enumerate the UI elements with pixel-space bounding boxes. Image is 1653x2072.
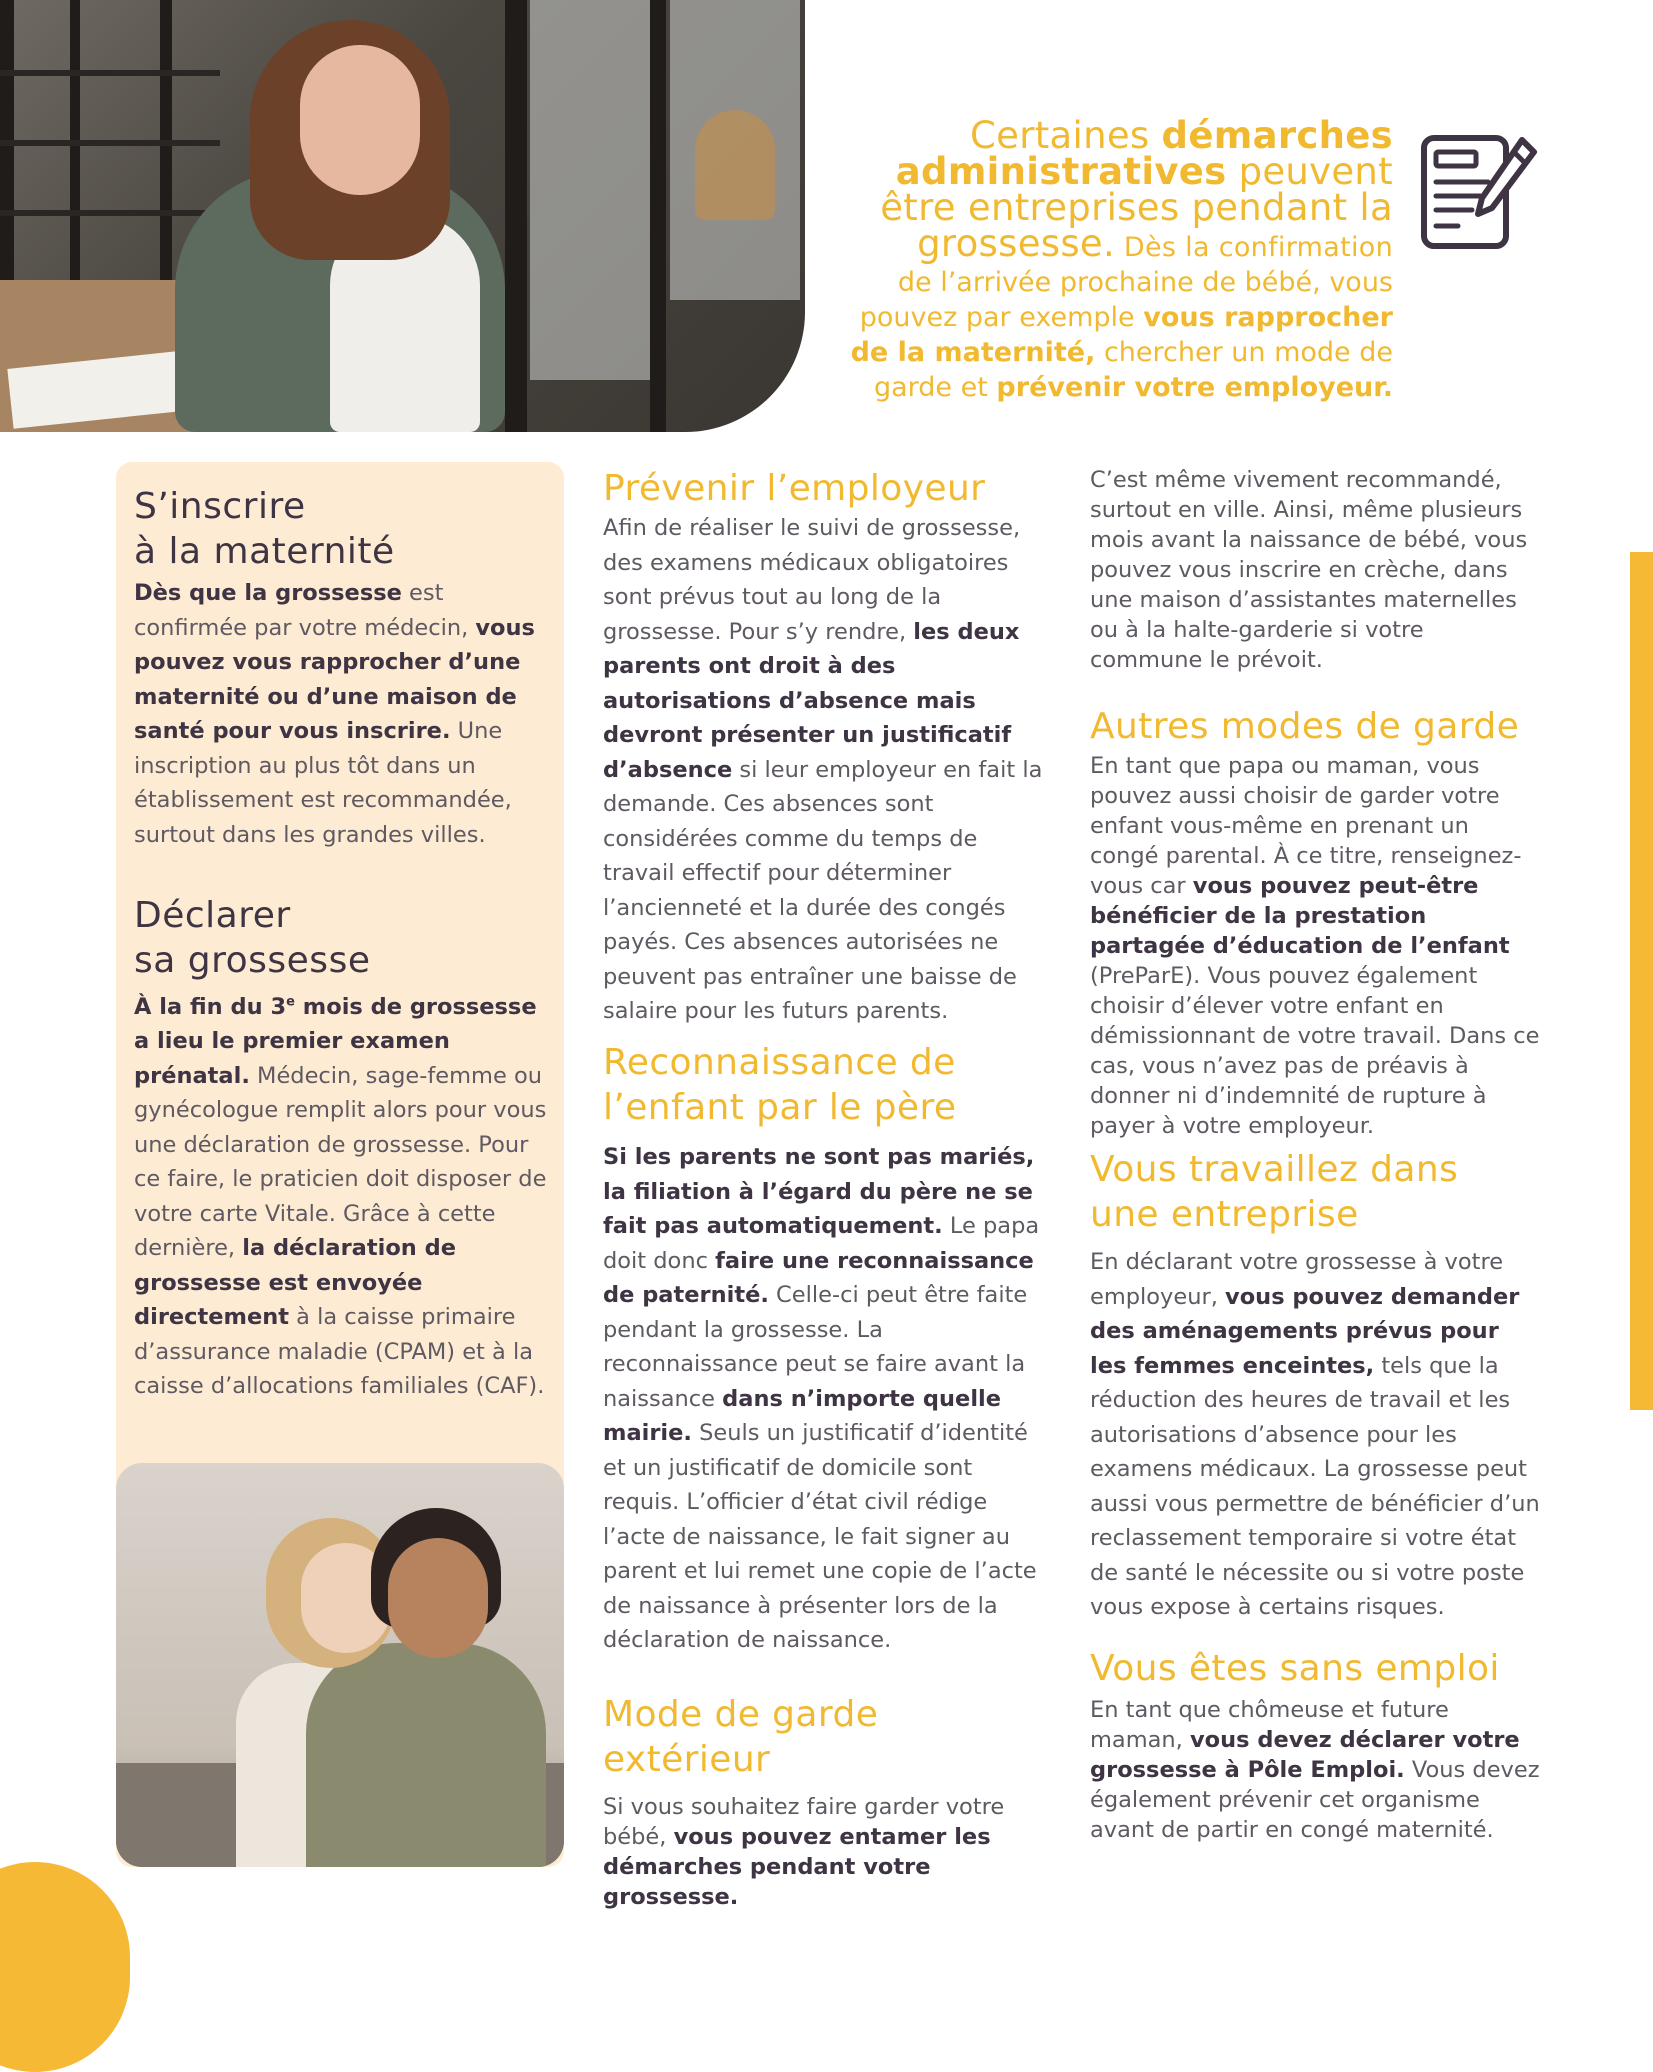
section-body-entreprise: En déclarant votre grossesse à votre employeur, vous pouvez demander des aménagements prévus pour les femmes enceintes, tels que la réduction des heures de travail et les autorisations d’absence pour les examens médicaux. La grossesse peut aussi vous permettre de bénéficier d’un reclassement temporaire si votre état de santé le nécessite ou si votre poste vous expose à certains risques.: [1090, 1249, 1540, 1620]
couple-photo: [116, 1463, 564, 1867]
section-title-entreprise: Vous travaillez dans une entreprise: [1090, 1149, 1459, 1235]
section-autres-modes-garde: [1090, 704, 1540, 1141]
section-title-sans-emploi: Vous êtes sans emploi: [1090, 1648, 1500, 1689]
section-title-prevenir: Prévenir l’employeur: [603, 468, 986, 509]
section-travaillez-entreprise: [1090, 1147, 1540, 1625]
section-body-autres-modes: En tant que papa ou maman, vous pouvez aussi choisir de garder votre enfant vous-même en prenant un congé parental. À ce titre, renseignez-vous car vous pouvez peut-être bénéficier de la prestation partagée d’éducation de l’enfant (PreParE). Vous pouvez également choisir d’élever votre enfant en démissionnant de votre travail. Dans ce cas, vous n’avez pas de préavis à donner ni d’indemnité de rupture à payer à votre employeur.: [1090, 753, 1540, 1139]
yellow-side-bar: [1630, 552, 1653, 1410]
section-title-mode-garde: Mode de garde extérieur: [603, 1694, 879, 1780]
section-title-inscrire: S’inscrire à la maternité: [134, 486, 395, 572]
section-body-prevenir: Afin de réaliser le suivi de grossesse, des examens médicaux obligatoires sont prévus tout au long de la grossesse. Pour s’y rendre, les deux parents ont droit à des autorisations d’absence mais devront présenter un justificatif d’absence si leur employeur en fait la demande. Ces absences sont considérées comme du temps de travail effectif pour déterminer l’ancienneté et la durée des congés payés. Ces absences autorisées ne peuvent pas entraîner une baisse de salaire pour les futurs parents.: [603, 515, 1043, 1024]
section-declarer-grossesse: [134, 893, 554, 1404]
section-body-inscrire: Dès que la grossesse est confirmée par votre médecin, vous pouvez vous rapprocher d’une maternité ou d’une maison de santé pour vous inscrire. Une inscription au plus tôt dans un établissement est recommandée, surtout dans les grandes villes.: [134, 580, 535, 848]
section-title-reconnaissance: Reconnaissance de l’enfant par le père: [603, 1042, 957, 1128]
section-prevenir-employeur: [603, 466, 1043, 1029]
right-intro-paragraph: [1090, 465, 1540, 675]
section-inscrire-maternite: [134, 484, 554, 852]
section-body-mode-garde: Si vous souhaitez faire garder votre bébé, vous pouvez entamer les démarches pendant votre grossesse.: [603, 1794, 1005, 1910]
hero-photo-pregnant-woman-on-phone: [0, 0, 805, 432]
yellow-corner-shape: [0, 1862, 130, 2072]
right-paragraph-creche: C’est même vivement recommandé, surtout en ville. Ainsi, même plusieurs mois avant la naissance de bébé, vous pouvez vous inscrire en crèche, dans une maison d’assistantes maternelles ou à la halte-garderie si votre commune le prévoit.: [1090, 467, 1528, 673]
section-body-reconnaissance: Si les parents ne sont pas mariés, la filiation à l’égard du père ne se fait pas automatiquement. Le papa doit donc faire une reconnaissance de paternité. Celle-ci peut être faite pendant la grossesse. La reconnaissance peut se faire avant la naissance dans n’importe quelle mairie. Seuls un justificatif d’identité et un justificatif de domicile sont requis. L’officier d’état civil rédige l’acte de naissance, le fait signer au parent et lui remet une copie de l’acte de naissance à présenter lors de la déclaration de naissance.: [603, 1144, 1040, 1653]
section-body-declarer: À la fin du 3e mois de grossesse a lieu le premier examen prénatal. Médecin, sage-femme ou gynécologue remplit alors pour vous une déclaration de grossesse. Pour ce faire, le praticien doit disposer de votre carte Vitale. Grâce à cette dernière, la déclaration de grossesse est envoyée directement à la caisse primaire d’assurance maladie (CPAM) et à la caisse d’allocations familiales (CAF).: [134, 993, 547, 1399]
section-body-sans-emploi: En tant que chômeuse et future maman, vous devez déclarer votre grossesse à Pôle Emploi. Vous devez également prévenir cet organisme avant de partir en congé maternité.: [1090, 1697, 1540, 1843]
document-pen-icon: [1418, 130, 1540, 254]
section-title-declarer: Déclarer sa grossesse: [134, 895, 371, 981]
section-reconnaissance: [603, 1040, 1043, 1658]
section-mode-garde-exterieur: [603, 1692, 1043, 1912]
section-sans-emploi: [1090, 1646, 1540, 1845]
intro-text: Certaines démarches administratives peuvent être entreprises pendant la grossesse. Dès la confirmation de l’arrivée prochaine de bébé, vous pouvez par exemple vous rapprocher de la maternité, chercher un mode de garde et prévenir votre employeur.: [850, 114, 1393, 403]
section-title-autres-modes: Autres modes de garde: [1090, 706, 1520, 747]
